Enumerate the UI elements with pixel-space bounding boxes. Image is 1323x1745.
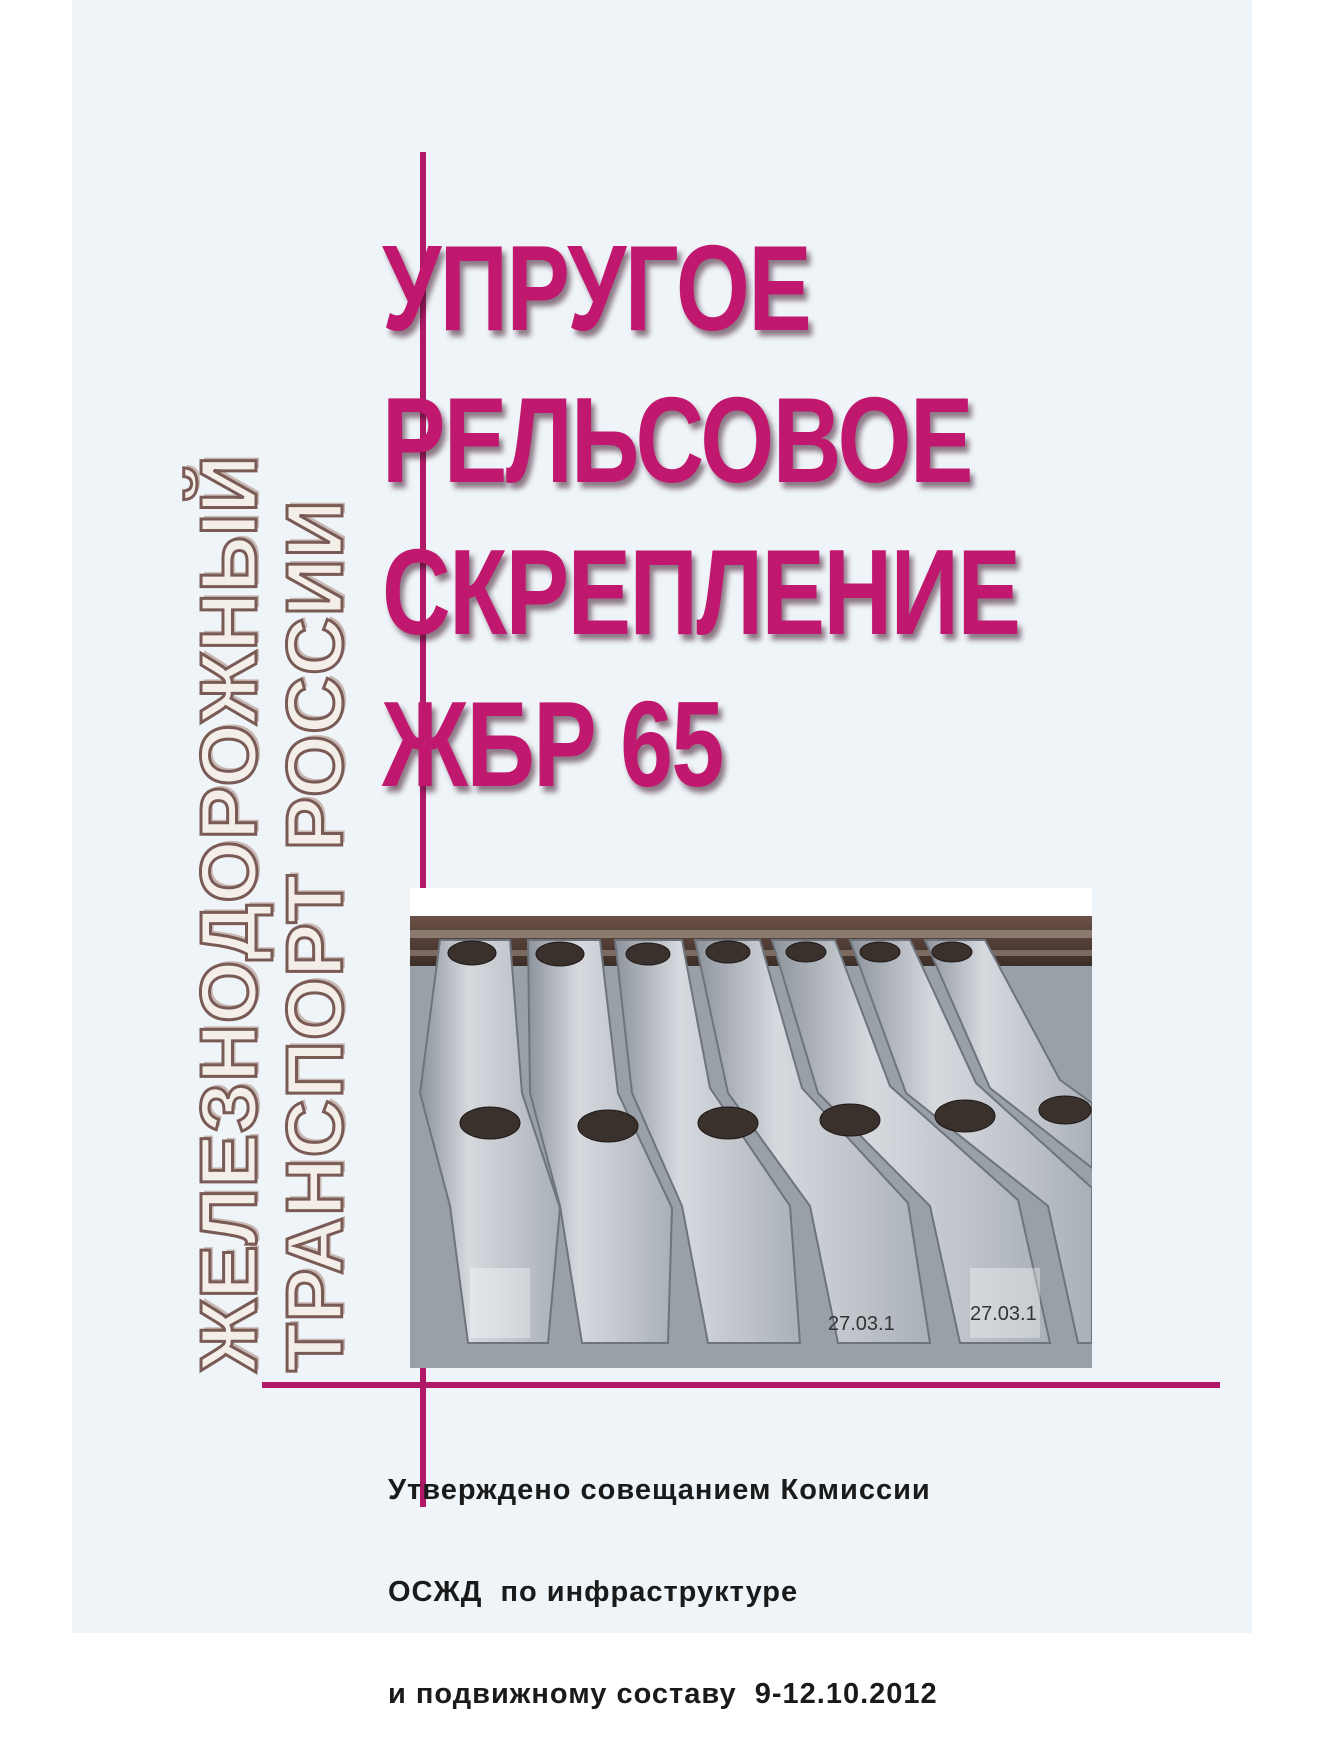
sleeper-label-1: 27.03.1 bbox=[828, 1313, 895, 1335]
sleeper-label-2: 27.03.1 bbox=[970, 1303, 1037, 1325]
title-line-3: СКРЕПЛЕНИЕ bbox=[382, 524, 1020, 660]
title-line-1: УПРУГОЕ bbox=[382, 220, 811, 356]
series-title-line-1: ЖЕЛЕЗНОДОРОЖНЫЙ bbox=[184, 454, 273, 1372]
concrete-sleepers-photo bbox=[410, 888, 1092, 1368]
title-line-4: ЖБР 65 bbox=[382, 676, 723, 812]
approval-line-3: и подвижному составу 9-12.10.2012 bbox=[388, 1678, 938, 1710]
approval-line-1: Утверждено совещанием Комиссии bbox=[388, 1474, 931, 1506]
horizontal-rule bbox=[262, 1382, 1220, 1388]
approval-line-2: ОСЖД по инфраструктуре bbox=[388, 1576, 799, 1608]
title-line-2: РЕЛЬСОВОЕ bbox=[382, 372, 972, 508]
approval-note bbox=[388, 1405, 938, 1745]
series-title bbox=[186, 202, 366, 1372]
book-title bbox=[382, 212, 1019, 820]
cover-photo bbox=[410, 888, 1092, 1368]
series-title-line-2: ТРАНСПОРТ РОССИИ bbox=[270, 499, 359, 1372]
